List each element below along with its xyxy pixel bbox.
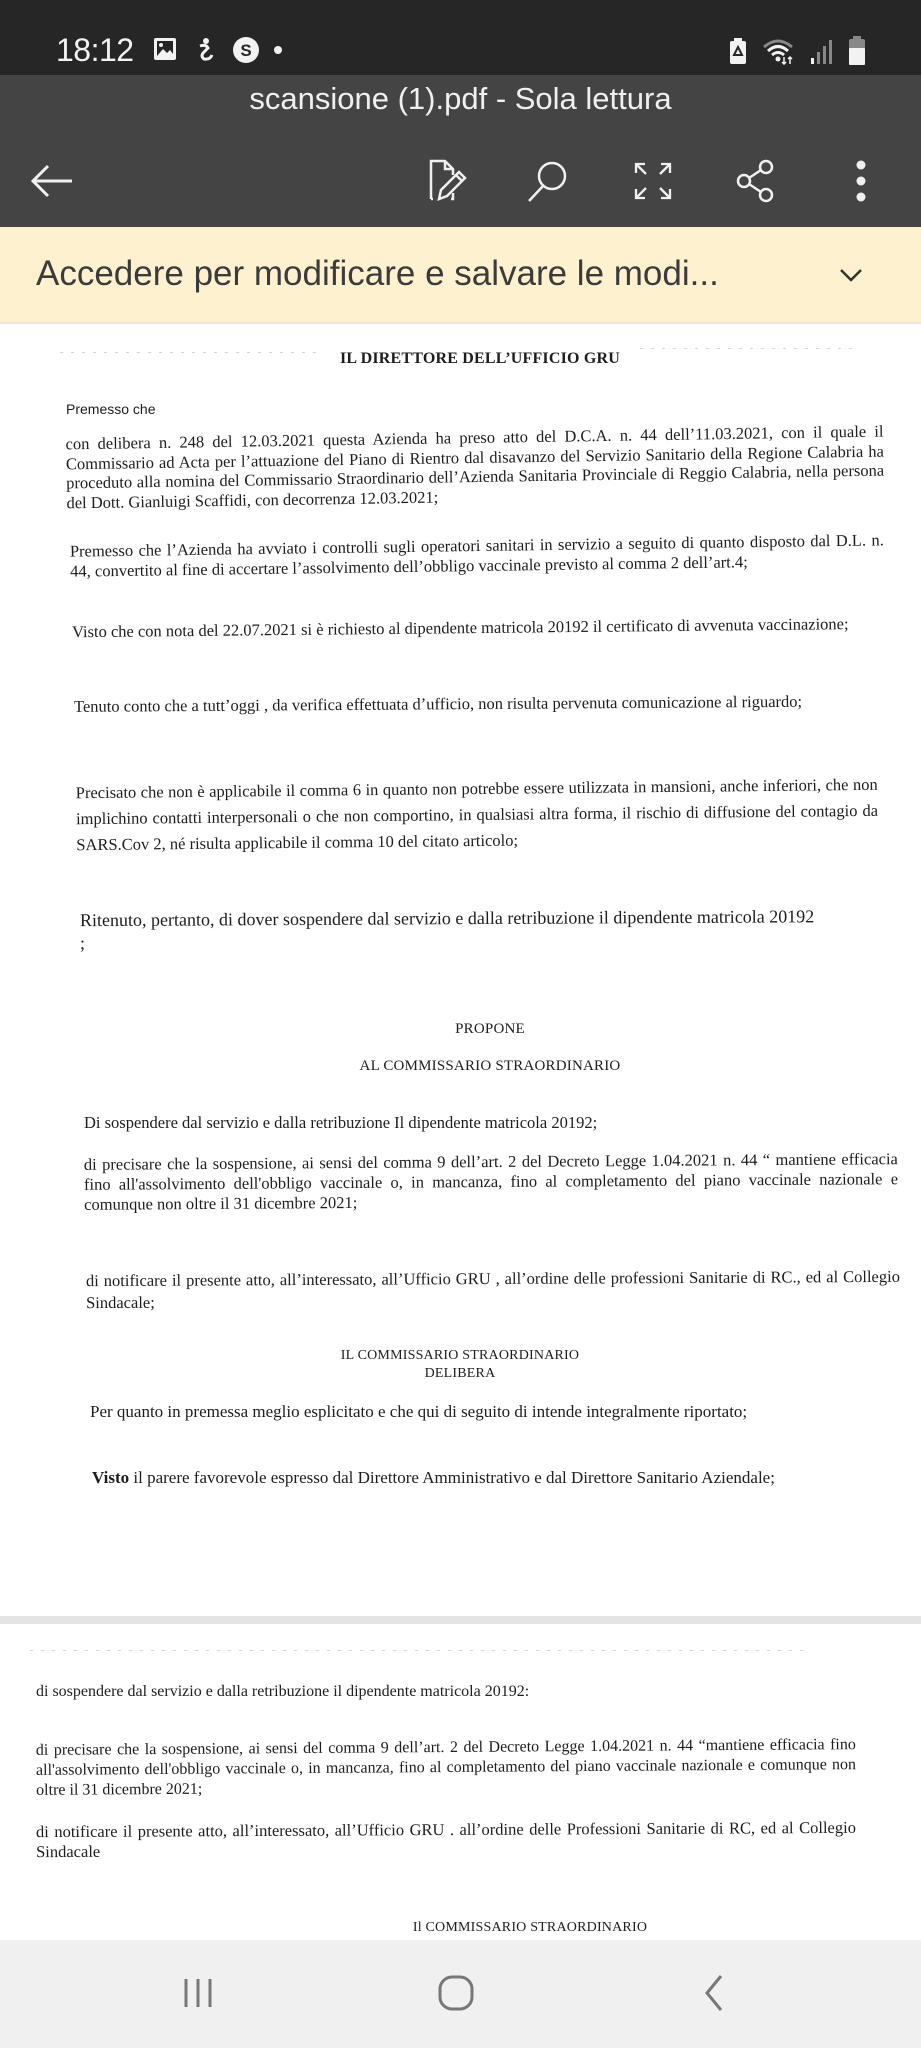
fullscreen-icon	[633, 161, 673, 206]
p2-paragraph-di-precisare: di precisare che la sospensione, ai sensi del comma 9 dell’art. 2 del Decreto Legge 1.04.2021 n. 44 “mantiene efficacia fino all'assolvimento dell'obbligo vaccinale o, in mancanza, fino al completamento del piano vaccinale nazionale e comunque non oltre il 31 dicembre 2021;	[35, 1736, 857, 1799]
toolbar	[0, 145, 921, 225]
pdf-page-1	[0, 324, 921, 1620]
gallery-icon	[152, 36, 178, 62]
edit-document-icon	[427, 159, 469, 208]
al-commissario-heading: AL COMMISSARIO STRAORDINARIO	[359, 1058, 621, 1074]
back-arrow-icon	[30, 163, 74, 204]
system-nav-bar	[0, 1940, 921, 2048]
paragraph-visto-parere	[92, 1468, 892, 1488]
page-heading: IL DIRETTORE DELL’UFFICIO GRU	[339, 350, 621, 367]
notification-dot	[272, 36, 298, 62]
propone-heading: PROPONE	[455, 1021, 525, 1037]
banner-text: Accedere per modificare e salvare le modi...	[36, 254, 719, 293]
p2-commissario-heading: Il COMMISSARIO STRAORDINARIO	[412, 1920, 648, 1935]
battery-icon	[848, 36, 866, 71]
home-button[interactable]	[426, 1970, 486, 2020]
nav-back-button[interactable]	[684, 1970, 744, 2020]
document-title: scansione (1).pdf - Sola lettura	[249, 81, 672, 116]
back-button[interactable]	[22, 153, 82, 213]
paragraph-ritenuto: Ritenuto, pertanto, di dover sospendere dal servizio e dalla retribuzione il dipendente matricola 20192	[79, 906, 815, 931]
paragraph-di-notificare: di notificare il presente atto, all’interessato, all’Ufficio GRU , all’ordine delle professioni Sanitarie di RC., ed al Collegio Sindacale;	[85, 1266, 900, 1313]
page-separator	[0, 1616, 921, 1624]
back-icon	[699, 1973, 729, 2018]
paragraph-tenuto-conto: Tenuto conto che a tutt’oggi , da verifica effettuata d’ufficio, non risulta pervenuta comunicazione al riguardo;	[73, 691, 803, 716]
delibera-heading: DELIBERA	[424, 1366, 496, 1381]
premesso-label: Premesso che	[66, 401, 156, 417]
more-vert-icon	[855, 159, 867, 208]
app-header	[0, 75, 921, 227]
paragraph-controlli: Premesso che l’Azienda ha avviato i controlli sugli operatori sanitari in servizio a seguito di quanto disposto dal D.L. n. 44, convertito al fine di accertare l’assolvimento dell’obbligo vaccinale previsto al comma 2 dell’art.4;	[69, 530, 884, 581]
battery-saver-icon	[728, 37, 748, 70]
accessibility-icon	[192, 36, 218, 62]
p2-paragraph-di-notificare: di notificare il presente atto, all’interessato, all’Ufficio GRU . all’ordine delle Professioni Sanitarie di RC, ed al Collegio Sindacale	[35, 1817, 856, 1862]
chevron-down-icon[interactable]	[833, 257, 869, 293]
edit-button[interactable]	[418, 153, 478, 213]
visto-text: il parere favorevole espresso dal Direttore Amministrativo e dal Direttore Sanitario Aziendale;	[129, 1468, 775, 1487]
wifi-icon	[762, 37, 796, 70]
recents-icon	[180, 1975, 216, 2016]
visto-bold: Visto	[92, 1468, 130, 1487]
p2-paragraph-di-sospendere: di sospendere dal servizio e dalla retribuzione il dipendente matricola 20192:	[36, 1683, 530, 1700]
paragraph-precisato: Precisato che non è applicabile il comma 6 in quanto non potrebbe essere utilizzata in mansioni, anche inferiori, che non implichino contatti interpersonali o che non comportino, in qualsiasi altra forma, il rischio di diffusione del contagio da SARS.Cov 2, né risulta applicabile il comma 10 del citato articolo;	[75, 774, 879, 855]
status-left-icons	[152, 36, 298, 62]
skype-icon	[232, 36, 258, 62]
status-bar	[0, 0, 921, 75]
share-button[interactable]	[726, 153, 786, 213]
signal-icon	[810, 37, 834, 70]
search-button[interactable]	[518, 153, 578, 213]
status-right-icons	[728, 36, 866, 71]
pdf-page-2	[0, 1624, 921, 1940]
document-viewer[interactable]	[0, 324, 921, 1940]
paragraph-visto-nota: Visto che con nota del 22.07.2021 si è richiesto al dipendente matricola 20192 il certificato di avvenuta vaccinazione;	[71, 614, 849, 642]
paragraph-delibera: con delibera n. 248 del 12.03.2021 questa Azienda ha preso atto del D.C.A. n. 44 dell’11.03.2021, con il quale il Commissario ad Acta per l’attuazione del Piano di Rientro dal disavanzo del Servizio Sanitario della Regione Calabria ha proceduto alla nomina del Commissario Straordinario dell’Azienda Sanitaria Provinciale di Reggio Calabria, nella persona del Dott. Gianluigi Scaffidi, con decorrenza 12.03.2021;	[65, 421, 885, 512]
fullscreen-button[interactable]	[623, 153, 683, 213]
recents-button[interactable]	[168, 1970, 228, 2020]
share-icon	[735, 159, 777, 208]
paragraph-ritenuto-tail: ;	[80, 933, 86, 953]
paragraph-per-quanto: Per quanto in premessa meglio esplicitato e che qui di seguito di intende integralmente riportato;	[90, 1402, 748, 1421]
paragraph-di-precisare: di precisare che la sospensione, ai sensi del comma 9 dell’art. 2 del Decreto Legge 1.04.2021 n. 44 “ mantiene efficacia fino all'assolvimento dell'obbligo vaccinale o, in mancanza, fino al completamento del piano vaccinale nazionale e comunque non oltre il 31 dicembre 2021;	[83, 1149, 899, 1214]
sign-in-banner[interactable]	[0, 227, 921, 324]
home-icon	[436, 1973, 476, 2018]
more-options-button[interactable]	[831, 153, 891, 213]
paragraph-di-sospendere: Di sospendere dal servizio e dalla retribuzione Il dipendente matricola 20192;	[84, 1113, 598, 1132]
search-icon	[526, 159, 570, 208]
status-time: 18:12	[56, 32, 134, 68]
svg-text:S: S	[240, 41, 252, 60]
commissario-heading: IL COMMISSARIO STRAORDINARIO	[340, 1348, 580, 1363]
